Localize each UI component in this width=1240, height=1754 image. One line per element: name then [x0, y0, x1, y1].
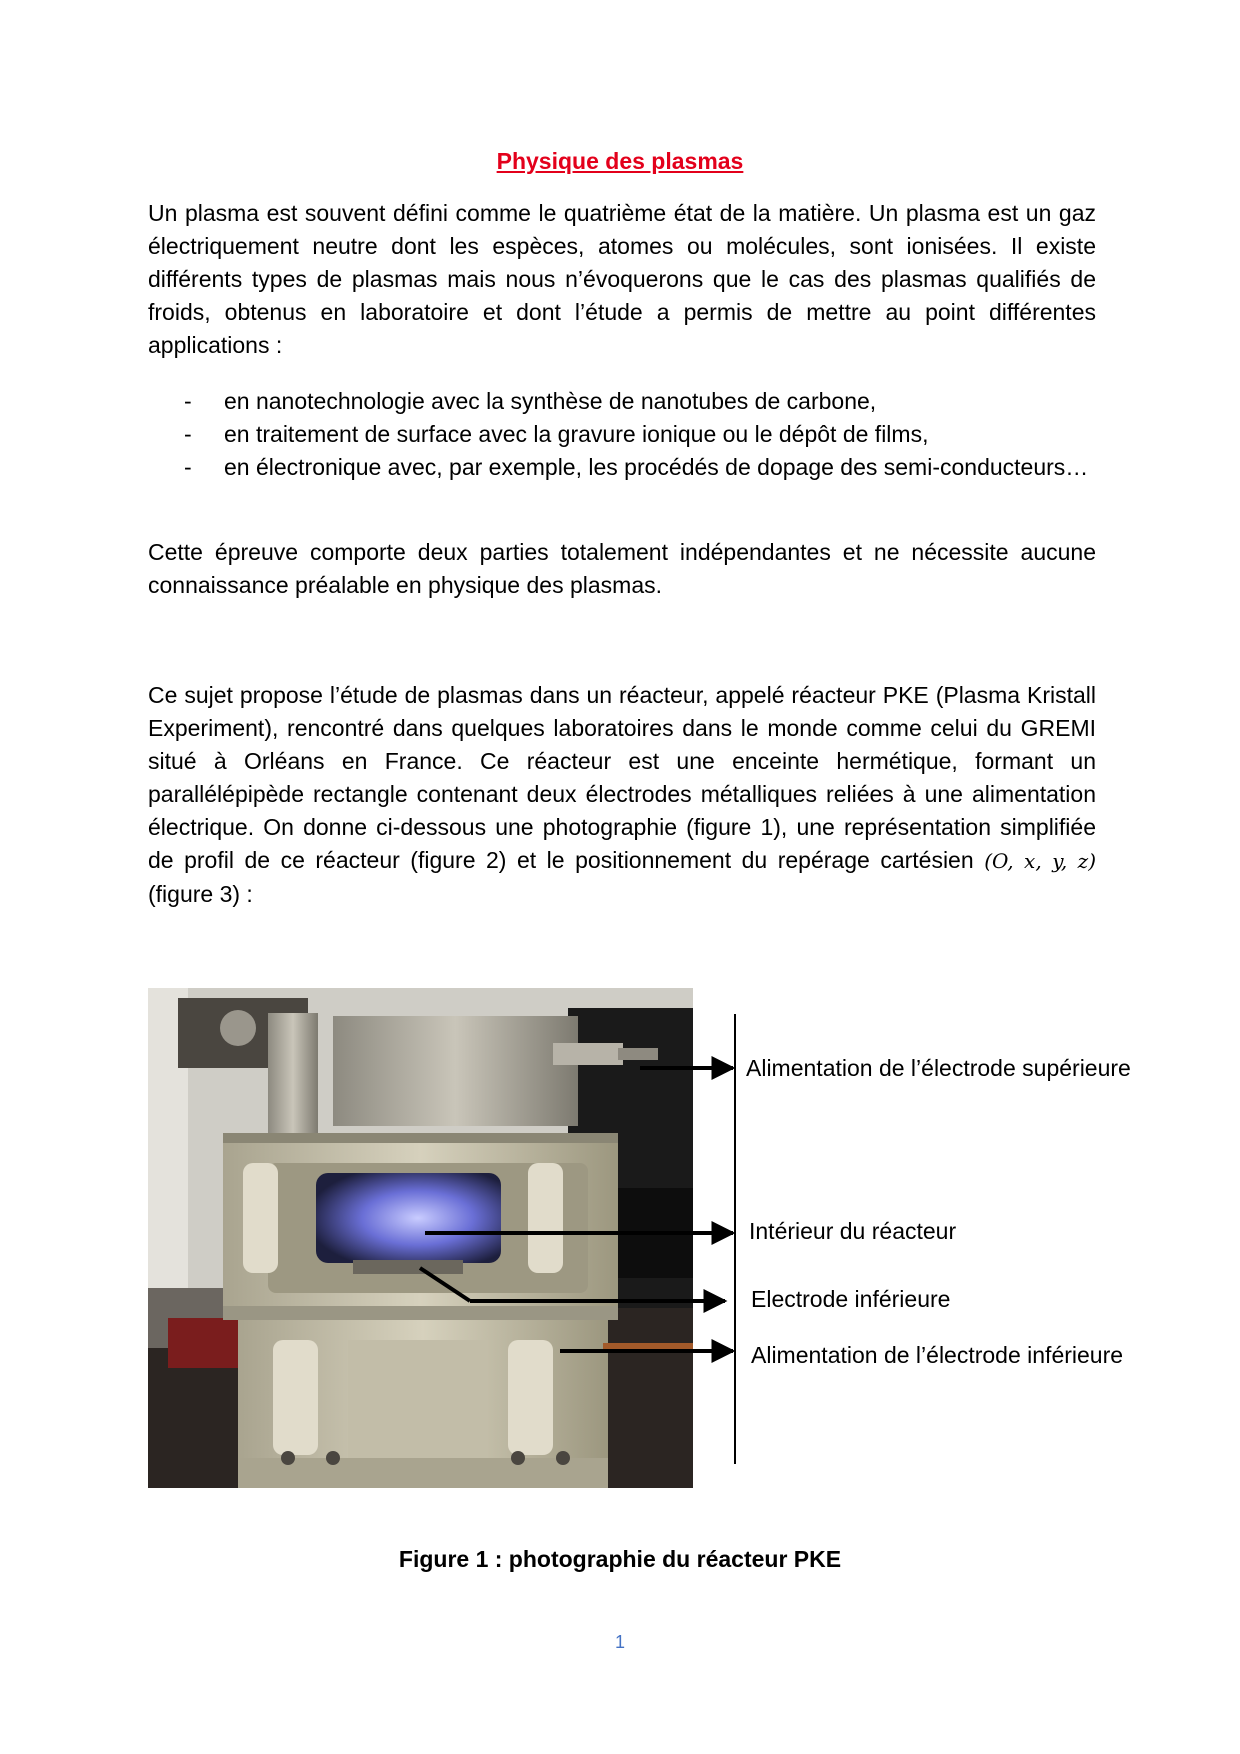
applications-list: [148, 385, 1096, 484]
page-title: Physique des plasmas: [496, 148, 744, 174]
list-marker: -: [184, 388, 192, 414]
reactor-photo: [148, 988, 693, 1488]
label-upper-electrode-supply: Alimentation de l’électrode supérieure: [746, 1055, 1131, 1081]
subject-tail: (figure 3) :: [148, 881, 253, 907]
subject-text: Ce sujet propose l’étude de plasmas dans un réacteur, appelé réacteur PKE (Plasma Kristall Experiment), rencontré dans quelques laboratoires dans le monde comme celui du GREMI situé à Orléans en France. Ce réacteur est une enceinte hermétique, formant un parallélépipède rectangle contenant deux électrodes métalliques reliées à une alimentation électrique. On donne ci-dessous une photographie (figure 1), une représentation simplifiée de profil de ce réacteur (figure 2) et le positionnement du repérage cartésien: [148, 682, 1096, 873]
list-item: - en électronique avec, par exemple, les procédés de dopage des semi-conducteurs…: [148, 451, 1096, 484]
figure-caption: Figure 1 : photographie du réacteur PKE: [398, 1546, 842, 1572]
label-lower-electrode-supply: Alimentation de l’électrode inférieure: [751, 1342, 1124, 1368]
reactor-illustration: [148, 988, 693, 1488]
list-item: - en traitement de surface avec la gravure ionique ou le dépôt de films,: [148, 418, 1096, 451]
callout-bracket-line: [734, 1014, 736, 1464]
cartesian-frame-notation: (O, x, y, z): [984, 849, 1097, 873]
page-number: 1: [614, 1632, 625, 1652]
list-marker: -: [184, 421, 192, 447]
list-item: - en nanotechnologie avec la synthèse de nanotubes de carbone,: [148, 385, 1096, 418]
exam-note-paragraph: Cette épreuve comporte deux parties totalement indépendantes et ne nécessite aucune connaissance préalable en physique des plasmas.: [148, 539, 1096, 598]
label-reactor-interior: Intérieur du réacteur: [749, 1218, 957, 1244]
list-marker: -: [184, 454, 192, 480]
intro-paragraph: Un plasma est souvent défini comme le quatrième état de la matière. Un plasma est un gaz électriquement neutre dont les espèces, atomes ou molécules, sont ionisées. Il existe différents types de plasmas mais nous n’évoquerons que le cas des plasmas qualifiés de froids, obtenus en laboratoire et dont l’étude a permis de mettre au point différentes applications :: [148, 200, 1096, 358]
subject-paragraph: [148, 679, 1096, 911]
label-lower-electrode: Electrode inférieure: [751, 1286, 951, 1312]
